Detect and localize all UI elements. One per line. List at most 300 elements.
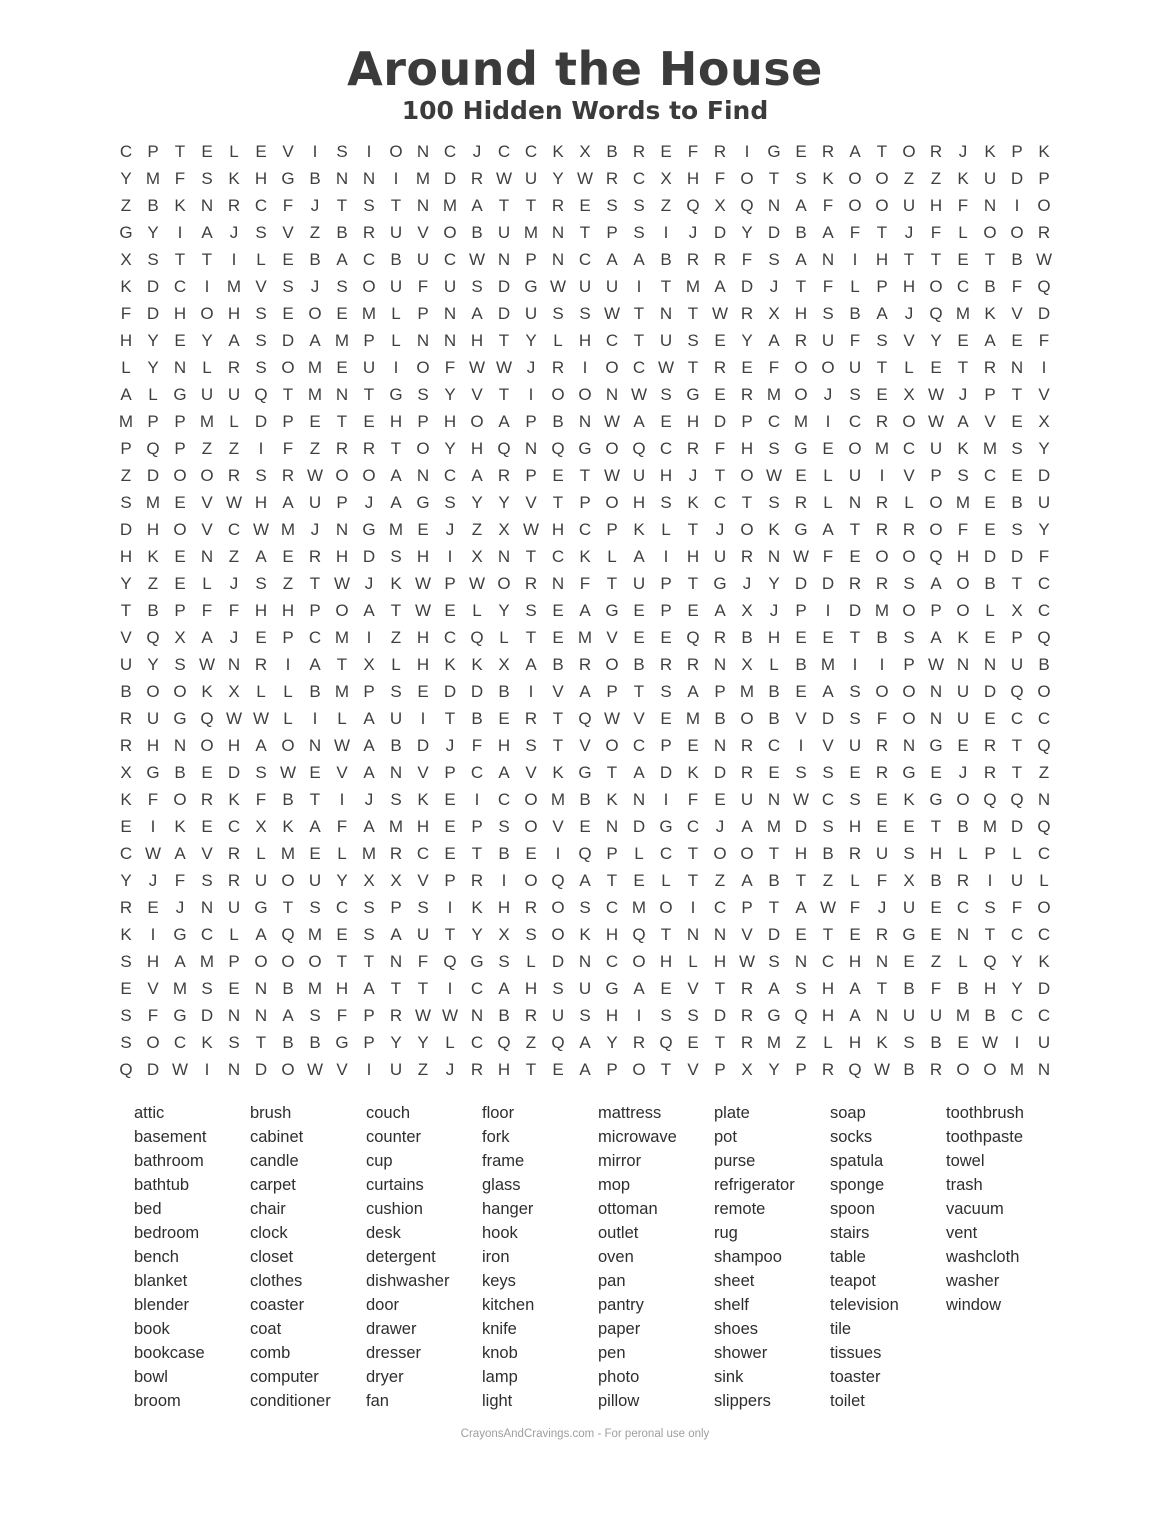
grid-letter: J [688, 223, 698, 242]
grid-letter: J [904, 223, 914, 242]
grid-letter: A [174, 952, 186, 971]
grid-letter: J [229, 628, 239, 647]
grid-letter: T [876, 979, 888, 998]
grid-letter: H [794, 304, 808, 323]
grid-letter: U [227, 385, 241, 404]
grid-letter: L [985, 601, 995, 620]
grid-letter: U [497, 223, 511, 242]
grid-letter: R [983, 736, 997, 755]
grid-letter: E [822, 439, 834, 458]
grid-letter: L [958, 223, 968, 242]
grid-letter: W [630, 385, 648, 404]
grid-letter: R [362, 439, 376, 458]
grid-letter: O [551, 925, 565, 944]
grid-letter: H [659, 466, 673, 485]
grid-letter: R [902, 520, 916, 539]
grid-letter: R [524, 898, 538, 917]
grid-letter: N [389, 763, 403, 782]
grid-letter: X [660, 169, 672, 188]
grid-letter: M [145, 169, 161, 188]
grid-letter: O [308, 952, 322, 971]
grid-letter: T [525, 628, 537, 647]
grid-letter: S [255, 223, 267, 242]
grid-letter: C [767, 736, 781, 755]
grid-letter: O [146, 682, 160, 701]
grid-letter: G [578, 763, 592, 782]
grid-letter: A [768, 331, 780, 350]
grid-letter: C [659, 844, 673, 863]
grid-letter: C [173, 277, 187, 296]
grid-row [113, 759, 1058, 786]
grid-letter: D [794, 574, 808, 593]
grid-letter: Y [120, 574, 132, 593]
grid-letter: E [228, 979, 240, 998]
grid-letter: Q [578, 709, 592, 728]
grid-letter: O [794, 385, 808, 404]
grid-letter: N [875, 952, 889, 971]
grid-letter: W [414, 574, 432, 593]
grid-letter: T [714, 466, 726, 485]
grid-letter: D [848, 601, 862, 620]
grid-letter: O [983, 223, 997, 242]
grid-letter: M [307, 979, 323, 998]
grid-letter: B [903, 979, 915, 998]
grid-letter: A [579, 1060, 591, 1079]
grid-letter: L [256, 250, 266, 269]
word-item: toothbrush [946, 1104, 1024, 1122]
grid-letter: S [795, 169, 807, 188]
grid-letter: A [714, 277, 726, 296]
grid-letter: G [794, 520, 808, 539]
grid-letter: T [525, 547, 537, 566]
grid-letter: A [255, 736, 267, 755]
grid-letter: K [1038, 142, 1050, 161]
grid-letter: L [823, 1033, 833, 1052]
grid-row [113, 948, 1058, 975]
grid-letter: F [822, 277, 834, 296]
grid-letter: K [687, 493, 699, 512]
grid-letter: E [795, 628, 807, 647]
grid-letter: R [848, 844, 862, 863]
grid-letter: Z [309, 223, 321, 242]
grid-letter: G [173, 1006, 187, 1025]
grid-letter: X [363, 655, 375, 674]
grid-letter: U [1037, 1033, 1051, 1052]
grid-letter: I [447, 979, 453, 998]
grid-row [113, 1029, 1058, 1056]
grid-letter: O [416, 358, 430, 377]
grid-letter: E [714, 385, 726, 404]
grid-letter: B [633, 655, 645, 674]
word-item: desk [366, 1224, 401, 1242]
grid-letter: Y [147, 358, 159, 377]
grid-letter: T [336, 952, 348, 971]
grid-letter: L [148, 385, 158, 404]
grid-letter: D [443, 169, 457, 188]
word-item: basement [134, 1128, 207, 1146]
grid-letter: A [498, 412, 510, 431]
grid-letter: H [902, 277, 916, 296]
grid-letter: I [798, 736, 804, 755]
grid-letter: W [495, 358, 513, 377]
grid-letter: T [660, 925, 672, 944]
grid-letter: O [848, 196, 862, 215]
grid-letter: Q [632, 439, 646, 458]
grid-letter: W [333, 736, 351, 755]
grid-letter: D [254, 1060, 268, 1079]
grid-letter: H [848, 1033, 862, 1052]
grid-letter: S [363, 898, 375, 917]
grid-letter: F [822, 547, 834, 566]
grid-letter: R [1037, 223, 1051, 242]
grid-letter: F [930, 979, 942, 998]
grid-letter: P [444, 763, 456, 782]
grid-letter: E [633, 871, 645, 890]
grid-letter: B [471, 223, 483, 242]
grid-letter: Q [497, 439, 511, 458]
word-item: coaster [250, 1296, 305, 1314]
grid-letter: H [524, 979, 538, 998]
grid-letter: J [904, 304, 914, 323]
grid-letter: R [227, 844, 241, 863]
grid-letter: Q [254, 385, 268, 404]
grid-letter: C [1010, 1006, 1024, 1025]
grid-letter: W [981, 1033, 999, 1052]
word-item: iron [482, 1248, 510, 1266]
grid-letter: W [468, 574, 486, 593]
grid-letter: E [336, 358, 348, 377]
grid-letter: V [1038, 385, 1050, 404]
grid-letter: B [795, 223, 807, 242]
grid-letter: S [147, 250, 159, 269]
grid-letter: N [713, 655, 727, 674]
grid-letter: X [363, 871, 375, 890]
grid-letter: N [578, 412, 592, 431]
grid-letter: H [254, 601, 268, 620]
grid-letter: Z [120, 466, 132, 485]
grid-letter: M [307, 358, 323, 377]
grid-letter: N [200, 547, 214, 566]
grid-letter: G [794, 439, 808, 458]
grid-letter: P [741, 412, 753, 431]
word-list-column [366, 1101, 482, 1413]
grid-letter: A [471, 304, 483, 323]
grid-letter: O [281, 871, 295, 890]
grid-letter: H [119, 331, 133, 350]
grid-letter: O [281, 358, 295, 377]
grid-letter: R [524, 1006, 538, 1025]
grid-row [113, 813, 1058, 840]
grid-letter: N [1010, 358, 1024, 377]
grid-row [113, 300, 1058, 327]
word-item: mirror [598, 1152, 642, 1170]
grid-letter: A [714, 601, 726, 620]
word-item: kitchen [482, 1296, 535, 1314]
grid-letter: C [227, 520, 241, 539]
grid-letter: H [821, 979, 835, 998]
grid-row [113, 894, 1058, 921]
grid-letter: T [390, 439, 402, 458]
grid-letter: I [1041, 358, 1047, 377]
grid-letter: F [849, 898, 861, 917]
grid-letter: D [146, 1060, 160, 1079]
grid-letter: N [335, 520, 349, 539]
grid-letter: N [551, 250, 565, 269]
grid-letter: T [984, 250, 996, 269]
grid-letter: J [175, 898, 185, 917]
grid-letter: N [470, 1006, 484, 1025]
word-item: couch [366, 1104, 411, 1122]
grid-letter: N [416, 142, 430, 161]
grid-letter: P [984, 385, 996, 404]
grid-letter: R [929, 1060, 943, 1079]
grid-letter: D [497, 304, 511, 323]
grid-letter: K [957, 169, 969, 188]
grid-letter: S [201, 871, 213, 890]
grid-row [113, 381, 1058, 408]
grid-letter: H [686, 169, 700, 188]
grid-row [113, 786, 1058, 813]
grid-letter: P [147, 412, 159, 431]
word-item: stairs [830, 1224, 870, 1242]
grid-letter: W [603, 709, 621, 728]
grid-letter: X [579, 142, 591, 161]
grid-letter: B [552, 412, 564, 431]
word-item: door [366, 1296, 400, 1314]
grid-letter: T [1011, 763, 1023, 782]
grid-letter: T [552, 709, 564, 728]
grid-row [113, 273, 1058, 300]
word-item: pot [714, 1128, 737, 1146]
grid-letter: O [902, 142, 916, 161]
grid-letter: K [984, 304, 996, 323]
grid-letter: T [282, 385, 294, 404]
grid-letter: T [687, 871, 699, 890]
grid-letter: L [1039, 871, 1049, 890]
grid-letter: R [578, 655, 592, 674]
grid-letter: G [767, 1006, 781, 1025]
grid-letter: R [632, 1033, 646, 1052]
grid-letter: K [120, 277, 132, 296]
grid-letter: G [659, 817, 673, 836]
grid-letter: C [119, 844, 133, 863]
grid-letter: A [120, 385, 132, 404]
grid-letter: U [362, 358, 376, 377]
grid-row [113, 327, 1058, 354]
grid-letter: T [552, 493, 564, 512]
grid-letter: C [848, 412, 862, 431]
grid-letter: P [714, 682, 726, 701]
grid-letter: M [226, 277, 242, 296]
grid-letter: T [822, 925, 834, 944]
grid-letter: A [255, 925, 267, 944]
grid-letter: I [285, 655, 291, 674]
grid-letter: I [366, 1060, 372, 1079]
grid-letter: E [174, 574, 186, 593]
word-item: toothpaste [946, 1128, 1024, 1146]
word-item: knob [482, 1344, 518, 1362]
word-item: glass [482, 1176, 521, 1194]
grid-letter: Y [120, 871, 132, 890]
grid-letter: H [281, 601, 295, 620]
grid-letter: R [740, 547, 754, 566]
grid-letter: E [660, 709, 672, 728]
grid-letter: X [471, 547, 483, 566]
grid-letter: S [525, 736, 537, 755]
grid-letter: P [525, 250, 537, 269]
grid-letter: N [497, 250, 511, 269]
grid-letter: H [551, 520, 565, 539]
grid-letter: H [497, 1060, 511, 1079]
word-item: drawer [366, 1320, 417, 1338]
grid-letter: A [849, 142, 861, 161]
grid-letter: V [120, 628, 132, 647]
word-item: fork [482, 1128, 510, 1146]
grid-letter: O [173, 520, 187, 539]
grid-letter: B [552, 655, 564, 674]
grid-letter: R [875, 763, 889, 782]
grid-letter: A [363, 763, 375, 782]
grid-letter: W [333, 574, 351, 593]
grid-letter: Y [1011, 979, 1023, 998]
grid-letter: M [118, 412, 134, 431]
grid-letter: S [417, 898, 429, 917]
word-item: blender [134, 1296, 190, 1314]
grid-letter: M [145, 493, 161, 512]
grid-letter: O [173, 682, 187, 701]
grid-letter: N [416, 331, 430, 350]
grid-letter: H [335, 547, 349, 566]
word-item: closet [250, 1248, 294, 1266]
grid-letter: N [767, 196, 781, 215]
grid-letter: N [416, 466, 430, 485]
grid-letter: B [984, 574, 996, 593]
grid-letter: T [876, 358, 888, 377]
grid-letter: R [875, 736, 889, 755]
grid-letter: E [660, 628, 672, 647]
grid-letter: C [956, 898, 970, 917]
grid-letter: Q [146, 628, 160, 647]
grid-letter: R [983, 763, 997, 782]
grid-letter: P [228, 952, 240, 971]
grid-letter: M [577, 628, 593, 647]
grid-letter: C [632, 358, 646, 377]
word-item: washer [946, 1272, 1000, 1290]
grid-letter: B [1011, 250, 1023, 269]
grid-letter: E [552, 601, 564, 620]
grid-letter: E [417, 520, 429, 539]
grid-letter: N [713, 925, 727, 944]
grid-letter: R [119, 709, 133, 728]
grid-letter: E [984, 628, 996, 647]
grid-letter: Z [228, 547, 240, 566]
grid-letter: S [660, 493, 672, 512]
grid-letter: T [957, 358, 969, 377]
grid-letter: W [819, 898, 837, 917]
grid-letter: C [605, 952, 619, 971]
grid-letter: X [903, 871, 915, 890]
grid-letter: Q [1010, 682, 1024, 701]
grid-letter: W [603, 412, 621, 431]
grid-letter: H [389, 412, 403, 431]
grid-letter: B [849, 304, 861, 323]
grid-letter: O [713, 844, 727, 863]
grid-letter: R [740, 385, 754, 404]
grid-letter: O [902, 709, 916, 728]
grid-letter: B [120, 682, 132, 701]
grid-letter: P [606, 682, 618, 701]
word-item: tissues [830, 1344, 882, 1362]
grid-letter: E [714, 790, 726, 809]
grid-letter: K [471, 898, 483, 917]
grid-letter: T [390, 979, 402, 998]
grid-letter: O [605, 439, 619, 458]
grid-letter: N [767, 790, 781, 809]
grid-letter: I [825, 601, 831, 620]
grid-letter: E [147, 898, 159, 917]
word-item: pan [598, 1272, 626, 1290]
grid-letter: O [146, 1033, 160, 1052]
grid-letter: A [471, 466, 483, 485]
grid-letter: F [201, 601, 213, 620]
grid-letter: K [876, 1033, 888, 1052]
word-item: shoes [714, 1320, 759, 1338]
grid-letter: F [336, 817, 348, 836]
word-item: soap [830, 1104, 866, 1122]
grid-letter: Y [525, 331, 537, 350]
grid-letter: N [254, 979, 268, 998]
grid-letter: U [389, 1060, 403, 1079]
grid-letter: D [362, 547, 376, 566]
word-item: pillow [598, 1392, 640, 1410]
grid-letter: D [146, 466, 160, 485]
grid-letter: O [740, 169, 754, 188]
grid-letter: S [120, 952, 132, 971]
grid-letter: A [930, 574, 942, 593]
word-item: microwave [598, 1128, 677, 1146]
grid-letter: S [687, 1006, 699, 1025]
word-item: comb [250, 1344, 291, 1362]
grid-letter: F [1011, 277, 1023, 296]
grid-letter: K [957, 628, 969, 647]
grid-letter: N [551, 574, 565, 593]
grid-letter: H [470, 331, 484, 350]
grid-letter: T [687, 358, 699, 377]
grid-letter: C [1010, 709, 1024, 728]
grid-letter: R [119, 736, 133, 755]
grid-letter: E [201, 763, 213, 782]
grid-letter: D [983, 547, 997, 566]
word-item: mattress [598, 1104, 662, 1122]
grid-letter: J [688, 466, 698, 485]
grid-letter: O [200, 736, 214, 755]
grid-letter: Q [1037, 277, 1051, 296]
grid-letter: E [255, 628, 267, 647]
grid-letter: T [1011, 574, 1023, 593]
grid-letter: P [606, 520, 618, 539]
grid-letter: F [282, 439, 294, 458]
grid-letter: Z [228, 439, 240, 458]
grid-letter: M [280, 520, 296, 539]
grid-letter: E [1011, 331, 1023, 350]
word-item: purse [714, 1152, 756, 1170]
grid-letter: L [607, 547, 617, 566]
grid-letter: T [984, 925, 996, 944]
grid-letter: S [363, 925, 375, 944]
grid-letter: J [472, 142, 482, 161]
grid-row [113, 165, 1058, 192]
grid-letter: N [173, 358, 187, 377]
